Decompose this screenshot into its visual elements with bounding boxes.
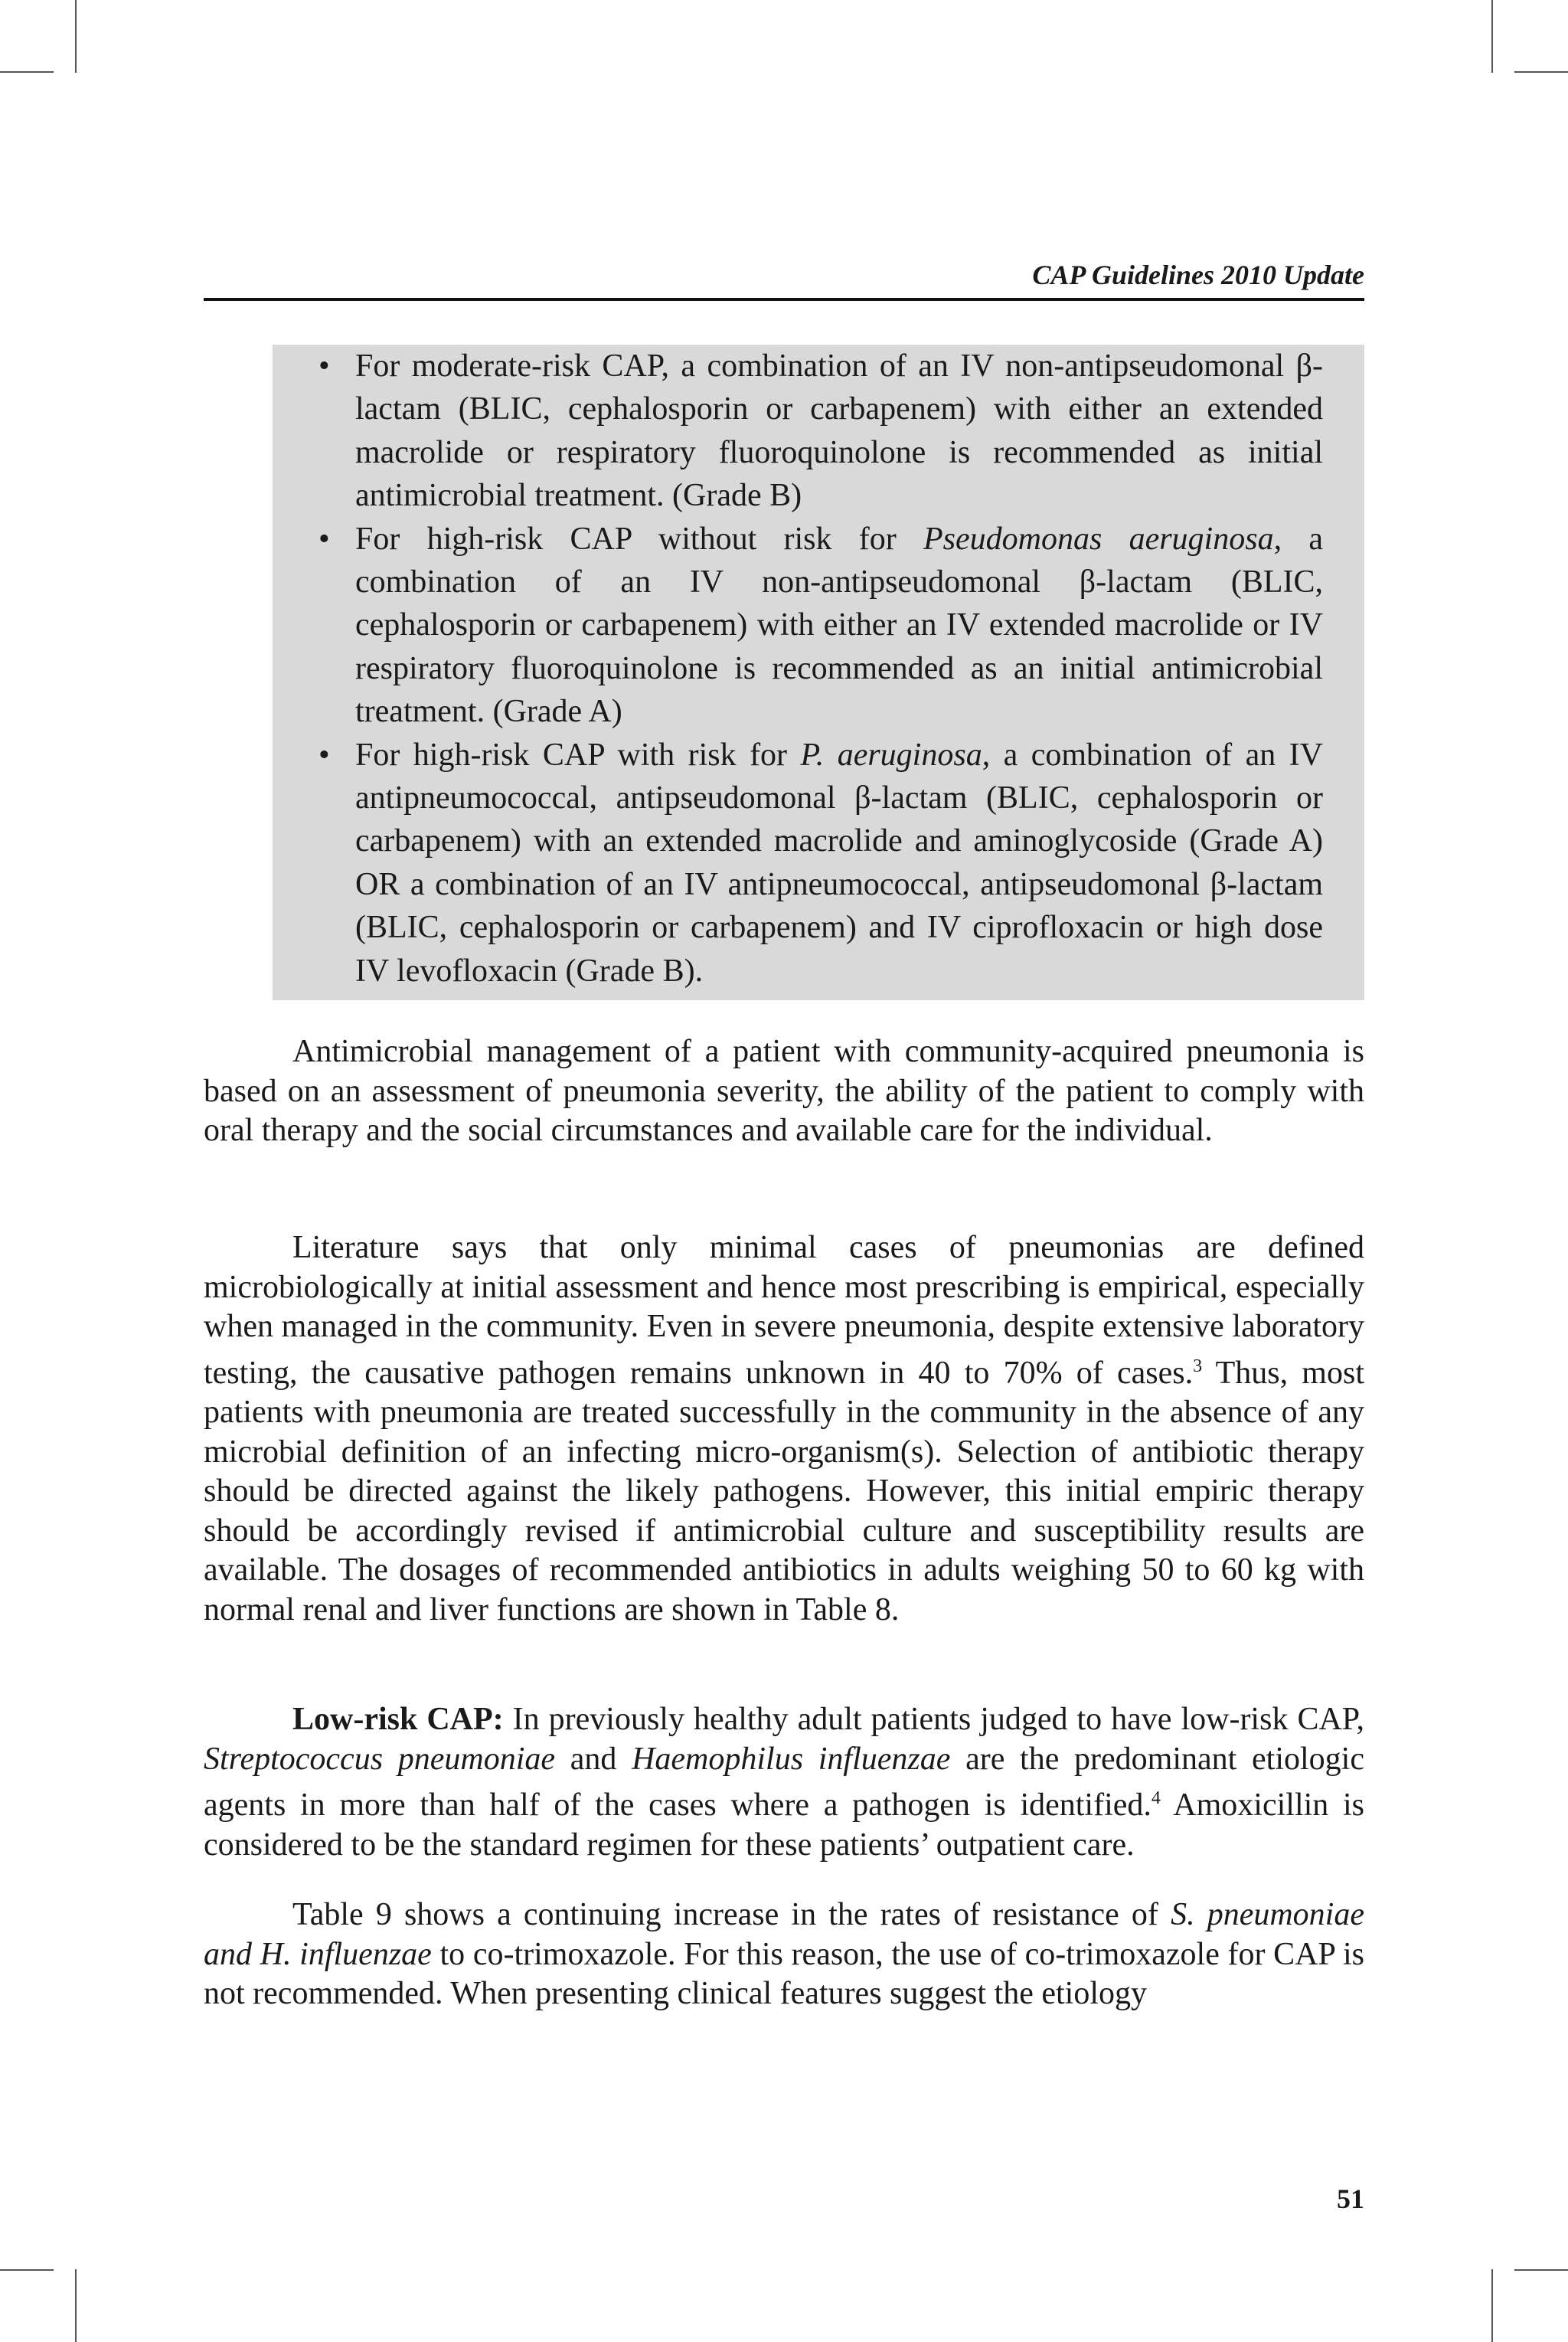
reference-superscript: 4	[1151, 1788, 1161, 1808]
crop-mark	[0, 71, 54, 73]
paragraph-management	[204, 1032, 1364, 1151]
paragraph-italic: Streptococcus pneumoniae	[204, 1741, 556, 1777]
paragraph-text: to co-trimoxazole. For this reason, the use of co-trimoxazole for CAP is not recommended. When presenting clinical features suggest the etiology	[204, 1936, 1365, 2011]
paragraph-text: are the predominant etiologic agents in more than half of the cases where a pathogen is identified.	[204, 1741, 1364, 1823]
bullet: •	[318, 348, 330, 384]
item-italic: P. aeruginosa	[800, 737, 982, 773]
paragraph-bold-lead: Low-risk CAP:	[292, 1702, 504, 1737]
page-number: 51	[1337, 2183, 1364, 2214]
item-italic: Pseudomonas aeruginosa	[923, 521, 1274, 557]
recommendation-box	[273, 345, 1364, 1000]
item-text: For high-risk CAP with risk for	[355, 737, 801, 773]
recommendation-list	[296, 345, 1323, 993]
crop-mark	[75, 0, 77, 73]
item-text: , a combination of an IV antipneumococcal, antipseudomonal β-lactam (BLIC, cephalosporin or carbapenem) with an extended macrolide and aminoglycoside (Grade A) OR a combination of an IV antipneumococcal, antipseudomonal β-lactam (BLIC, cephalosporin or carbapenem) and IV ciprofloxacin or high dose IV levofloxacin (Grade B).	[355, 737, 1324, 989]
paragraph-literature	[204, 1228, 1364, 1630]
paragraph-text: Antimicrobial management of a patient with community-acquired pneumonia is based on an assessment of pneumonia severity, the ability of the patient to comply with oral therapy and the social circumstances and available care for the individual.	[204, 1034, 1364, 1148]
list-item	[296, 518, 1323, 734]
paragraph-text: Literature says that only minimal cases of pneumonias are defined microbiologically at initial assessment and hence most prescribing is empirical, especially when managed in the community. Even in severe pneumonia, despite extensive laboratory testing, the causative pathogen remains unknown in 40 to 70% of cases.	[204, 1230, 1364, 1391]
crop-mark	[1514, 71, 1568, 73]
paragraph-text: In previously healthy adult patients judged to have low-risk CAP,	[503, 1702, 1364, 1737]
paragraph-text: Amoxicillin is considered to be the standard regimen for these patients’ outpatient care.	[204, 1788, 1364, 1863]
bullet: •	[318, 737, 330, 773]
header-rule	[204, 298, 1364, 301]
item-text: For moderate-risk CAP, a combination of an IV non-antipseudomonal β-lactam (BLIC, cephalosporin or carbapenem) with either an extended macrolide or respiratory fluoroquinolone is recommended as initial antimicrobial treatment. (Grade B)	[355, 348, 1323, 514]
bullet: •	[318, 521, 330, 557]
running-header: CAP Guidelines 2010 Update	[1032, 260, 1364, 290]
paragraph-text: Table 9 shows a continuing increase in the rates of resistance of	[292, 1897, 1171, 1932]
item-text: , a combination of an IV non-antipseudomonal β-lactam (BLIC, cephalosporin or carbapenem) with either an IV extended macrolide or IV respiratory fluoroquinolone is recommended as an initial antimicrobial treatment. (Grade A)	[355, 521, 1323, 730]
paragraph-italic: S. pneumoniae and H. influenzae	[204, 1897, 1364, 1972]
item-text: For high-risk CAP without risk for	[355, 521, 923, 557]
list-item	[296, 345, 1323, 518]
crop-mark	[1514, 2269, 1568, 2271]
crop-mark	[75, 2269, 77, 2342]
crop-mark	[1491, 0, 1493, 73]
paragraph-low-risk	[204, 1700, 1364, 1865]
crop-mark	[1491, 2269, 1493, 2342]
list-item	[296, 734, 1323, 993]
paragraph-italic: Haemophilus influenzae	[632, 1741, 951, 1777]
reference-superscript: 3	[1193, 1356, 1203, 1376]
paragraph-table9	[204, 1896, 1364, 2014]
crop-mark	[0, 2269, 54, 2271]
paragraph-text: and	[555, 1741, 632, 1777]
paragraph-text: Thus, most patients with pneumonia are treated successfully in the community in the absence of any microbial definition of an infecting micro-organism(s). Selection of antibiotic therapy should be directed against the likely pathogens. However, this initial empiric therapy should be accordingly revised if antimicrobial culture and susceptibility results are available. The dosages of recommended antibiotics in adults weighing 50 to 60 kg with normal renal and liver functions are shown in Table 8.	[204, 1355, 1364, 1627]
